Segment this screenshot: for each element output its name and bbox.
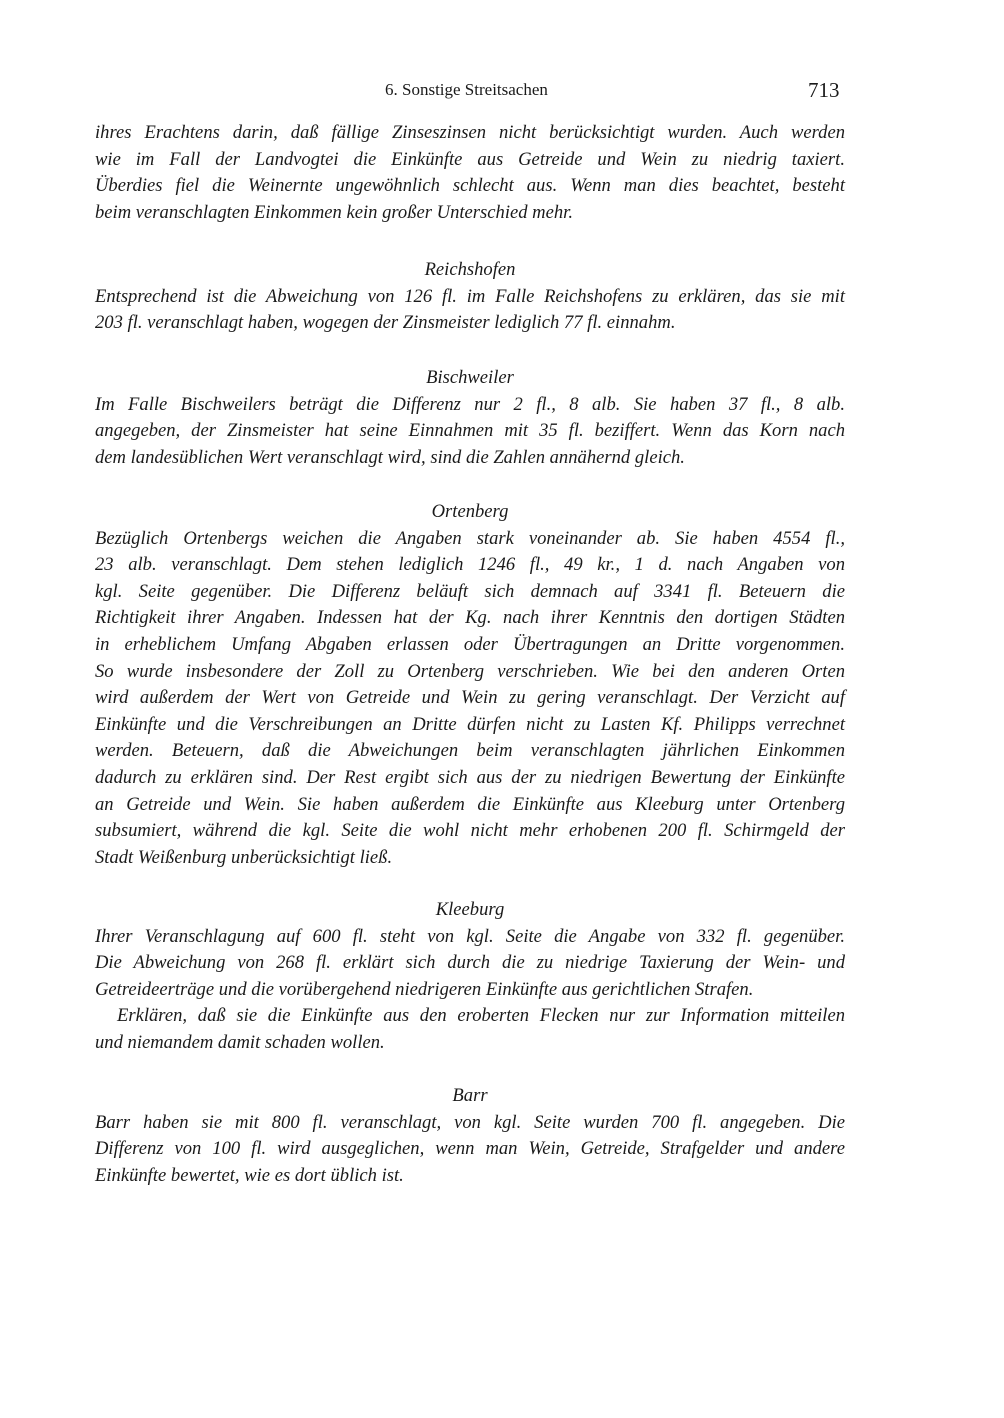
section-heading: Kleeburg — [435, 899, 505, 920]
section-kleeburg — [95, 897, 845, 1057]
text-line: Erklären, daß sie die Einkünfte aus den eroberten Flecken nur zur Information mitteilen — [117, 1005, 845, 1027]
text-line: in erheblichem Umfang Abgaben erlassen oder Übertragungen an Dritte vorgenommen. — [95, 633, 845, 655]
text-line: Überdies fiel die Weinernte ungewöhnlich schlecht aus. Wenn man dies beachtet, besteht — [95, 175, 845, 197]
section-heading: Reichshofen — [424, 259, 516, 280]
text-line: Entsprechend ist die Abweichung von 126 fl. im Falle Reichshofens zu erklären, das sie mit — [95, 285, 845, 307]
text-line: werden. Beteuern, daß die Abweichungen beim veranschlagten jährlichen Einkommen — [95, 740, 845, 762]
text-line: Getreideerträge und die vorübergehend niedrigeren Einkünfte aus gerichtlichen Strafen. — [95, 978, 754, 1000]
section-ortenberg — [95, 499, 845, 871]
page-number: 713 — [808, 78, 840, 102]
text-line: an Getreide und Wein. Sie haben außerdem die Einkünfte aus Kleeburg unter Ortenberg — [95, 793, 845, 815]
text-line: Differenz von 100 fl. wird ausgeglichen, wenn man Wein, Getreide, Strafgelder und andere — [95, 1138, 845, 1160]
text-line: Bezüglich Ortenbergs weichen die Angaben stark voneinander ab. Sie haben 4554 fl., — [95, 527, 845, 549]
text-line: Stadt Weißenburg unberücksichtigt ließ. — [95, 846, 393, 868]
section-reichshofen — [95, 257, 845, 337]
text-line: wie im Fall der Landvogtei die Einkünfte aus Getreide und Wein zu niedrig taxiert. — [95, 148, 845, 170]
text-line: subsumiert, während die kgl. Seite die wohl nicht mehr erhobenen 200 fl. Schirmgeld der — [95, 820, 845, 842]
text-line: So wurde insbesondere der Zoll zu Ortenberg verschrieben. Wie bei den anderen Orten — [95, 660, 845, 682]
section-heading: Barr — [452, 1085, 488, 1106]
section-heading: Bischweiler — [426, 367, 514, 388]
text-line: dadurch zu erklären sind. Der Rest ergibt sich aus der zu niedrigen Bewertung der Einkünfte — [95, 766, 845, 788]
text-line: beim veranschlagten Einkommen kein großer Unterschied mehr. — [95, 201, 573, 223]
section-heading: Ortenberg — [431, 501, 509, 522]
text-line: Barr haben sie mit 800 fl. veranschlagt, von kgl. Seite wurden 700 fl. angegeben. Die — [95, 1111, 845, 1133]
intro-paragraph — [95, 120, 845, 226]
text-line: und niemandem damit schaden wollen. — [95, 1031, 385, 1053]
text-line: Einkünfte und die Verschreibungen an Dritte dürfen nicht zu Lasten Kf. Philipps verrechnet — [95, 713, 845, 735]
text-line: Die Abweichung von 268 fl. erklärt sich durch die zu niedrige Taxierung der Wein- und — [95, 952, 845, 974]
text-line: Ihrer Veranschlagung auf 600 fl. steht von kgl. Seite die Angabe von 332 fl. gegenüber. — [95, 925, 845, 947]
text-line: angegeben, der Zinsmeister hat seine Einnahmen mit 35 fl. beziffert. Wenn das Korn nach — [95, 420, 845, 442]
text-line: ihres Erachtens darin, daß fällige Zinseszinsen nicht berücksichtigt wurden. Auch werden — [95, 122, 845, 143]
text-line: kgl. Seite gegenüber. Die Differenz beläuft sich demnach auf 3341 fl. Beteuern die — [95, 580, 845, 602]
running-title: 6. Sonstige Streitsachen — [385, 80, 548, 99]
section-barr — [95, 1083, 845, 1189]
text-line: Richtigkeit ihrer Angaben. Indessen hat der Kg. nach ihrer Kenntnis den dortigen Städten — [95, 607, 845, 629]
text-line: 23 alb. veranschlagt. Dem stehen lediglich 1246 fl., 49 kr., 1 d. nach Angaben von — [95, 554, 845, 576]
section-bischweiler — [95, 365, 845, 471]
text-line: Einkünfte bewertet, wie es dort üblich ist. — [95, 1164, 404, 1186]
text-line: 203 fl. veranschlagt haben, wogegen der Zinsmeister lediglich 77 fl. einnahm. — [95, 312, 676, 334]
text-line: Im Falle Bischweilers beträgt die Differenz nur 2 fl., 8 alb. Sie haben 37 fl., 8 alb. — [95, 393, 845, 415]
text-line: dem landesüblichen Wert veranschlagt wird, sind die Zahlen annähernd gleich. — [95, 446, 685, 468]
text-line: wird außerdem der Wert von Getreide und Wein zu gering veranschlagt. Der Verzicht auf — [95, 687, 845, 709]
